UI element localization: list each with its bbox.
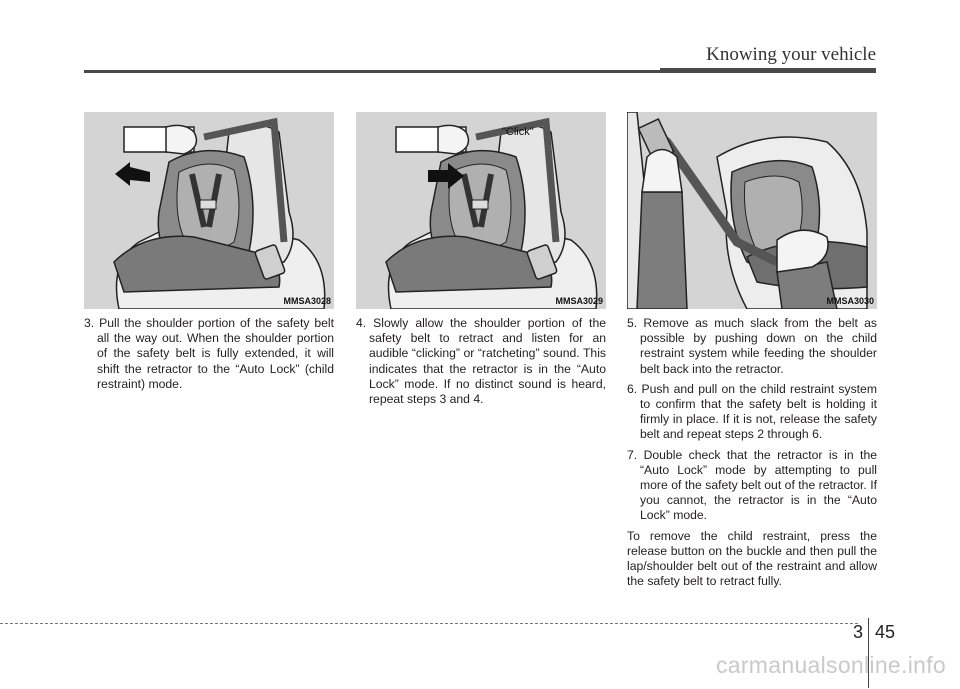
step-7: 7. Double check that the retractor is in the “Auto Lock” mode by attempting to pull more of the safety belt out of the retractor. If you cannot, the retractor is in the “Auto Lock” mode. [627,447,877,523]
figure-3 [627,112,877,309]
step-5: 5. Remove as much slack from the belt as possible by pushing down on the child restraint system while feeding the shoulder belt back into the retractor. [627,316,877,376]
header-rule-accent [660,68,876,73]
watermark: carmanualsonline.info [715,652,946,678]
column-1 [84,316,334,397]
child-seat-pull-belt-illustration [84,112,334,309]
step-3: 3. Pull the shoulder portion of the safety belt all the way out. When the shoulder portion of the safety belt is fully extended, it will shift the retractor to the “Auto Lock” (child restraint) mode. [84,316,334,391]
click-callout: "Click" [502,126,534,138]
footer-rule [0,623,858,624]
removal-instructions: To remove the child restraint, press the release button on the buckle and then pull the lap/shoulder belt out of the restraint and allow the safety belt to retract fully. [627,528,877,589]
child-seat-push-down-illustration [627,112,877,309]
page-number: 45 [875,622,896,642]
column-2 [356,316,606,412]
step-4: 4. Slowly allow the shoulder portion of the safety belt to retract and listen for an audible “clicking” or “ratcheting” sound. This indicates that the retractor is in the “Auto Lock” mode. If no distinct sound is heard, repeat steps 3 and 4. [356,316,606,407]
figure-code: MMSA3030 [826,296,874,306]
figure-2 [356,112,606,309]
figure-1 [84,112,334,309]
section-title: Knowing your vehicle [706,44,876,65]
step-6: 6. Push and pull on the child restraint system to confirm that the safety belt is holding it firmly in place. If it is not, release the safety belt and repeat steps 2 through 6. [627,381,877,442]
chapter-number: 3 [853,622,864,642]
figure-code: MMSA3028 [283,296,331,306]
child-seat-retract-belt-illustration [356,112,606,309]
column-3 [627,316,877,589]
figure-code: MMSA3029 [555,296,603,306]
